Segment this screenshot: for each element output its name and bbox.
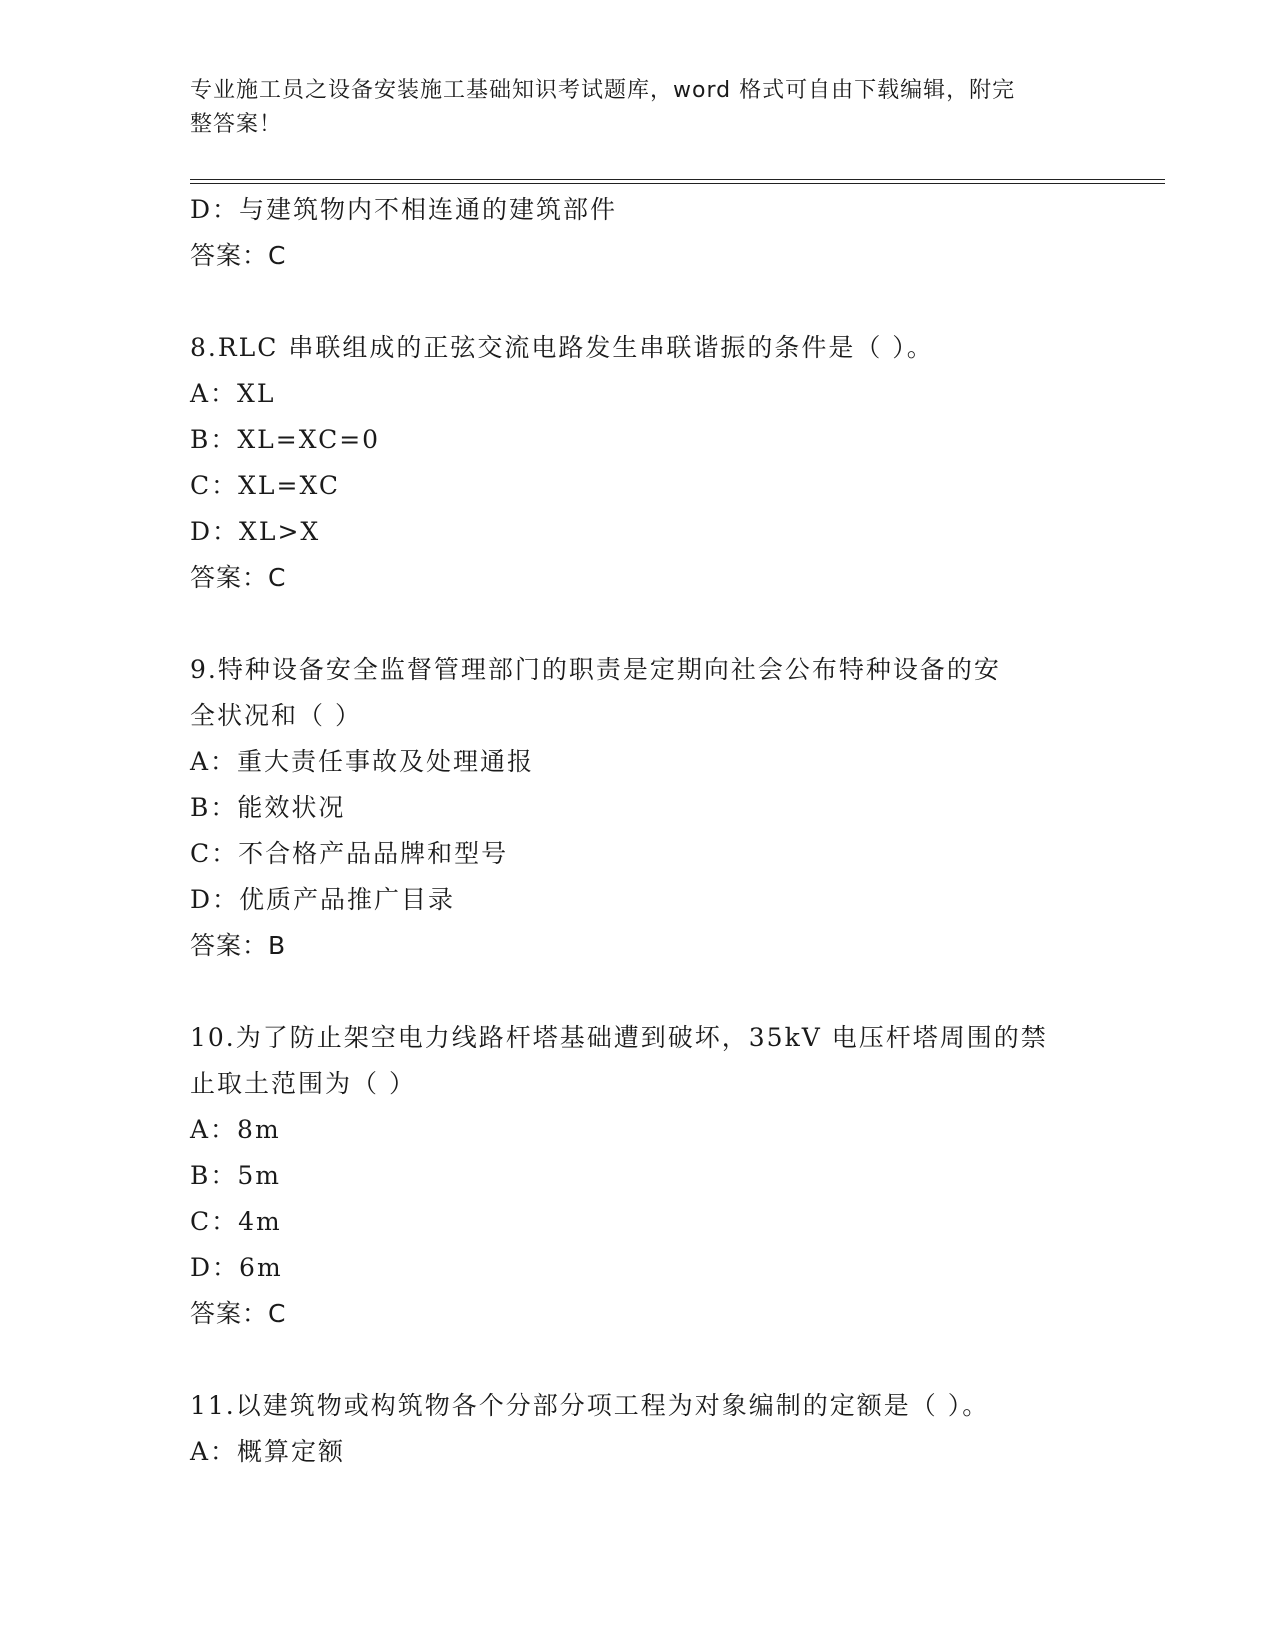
spacer (190, 969, 1120, 1015)
question-stem: 8.RLC 串联组成的正弦交流电路发生串联谐振的条件是（ ）。 (190, 333, 934, 362)
option-d: D：6m (190, 1253, 283, 1282)
header-line-1: 专业施工员之设备安装施工基础知识考试题库，word 格式可自由下载编辑，附完 (190, 78, 1016, 103)
option-d: D：优质产品推广目录 (190, 885, 456, 914)
option-a: A：重大责任事故及处理通报 (190, 747, 535, 776)
question-10 (190, 1015, 1120, 1337)
option-c: C：不合格产品品牌和型号 (190, 839, 509, 868)
spacer (190, 279, 1120, 325)
header-divider-top (190, 179, 1165, 180)
question-stem: 11.以建筑物或构筑物各个分部分项工程为对象编制的定额是（ ）。 (190, 1391, 990, 1420)
answer-line: 答案：C (190, 1299, 287, 1328)
option-a: A：8m (190, 1115, 281, 1144)
spacer (190, 1337, 1120, 1383)
answer-line: 答案：C (190, 563, 287, 592)
option-a: A：概算定额 (190, 1437, 346, 1466)
option-b: B：5m (190, 1161, 281, 1190)
question-8 (190, 325, 1120, 601)
option-b: B：XL=XC=0 (190, 425, 381, 454)
answer-line: 答案：C (190, 241, 287, 270)
question-list (190, 187, 1120, 1475)
question-9 (190, 647, 1120, 969)
option-a: A：XL (190, 379, 276, 408)
question-stem-line-2: 全状况和（ ） (190, 701, 362, 730)
question-stem-line-2: 止取土范围为（ ） (190, 1069, 416, 1098)
question-7-tail (190, 187, 1120, 279)
question-stem-line-1: 10.为了防止架空电力线路杆塔基础遭到破坏，35kV 电压杆塔周围的禁 (190, 1023, 1048, 1052)
header-line-2: 整答案！ (190, 112, 283, 137)
option-d: D：XL>X (190, 517, 321, 546)
header-divider-bottom (190, 183, 1165, 184)
document-header (190, 74, 1090, 142)
option-b: B：能效状况 (190, 793, 346, 822)
spacer (190, 601, 1120, 647)
answer-line: 答案：B (190, 931, 287, 960)
option-d: D：与建筑物内不相连通的建筑部件 (190, 195, 618, 224)
option-c: C：4m (190, 1207, 282, 1236)
question-stem-line-1: 9.特种设备安全监督管理部门的职责是定期向社会公布特种设备的安 (190, 655, 1001, 684)
option-c: C：XL=XC (190, 471, 340, 500)
question-11 (190, 1383, 1120, 1475)
